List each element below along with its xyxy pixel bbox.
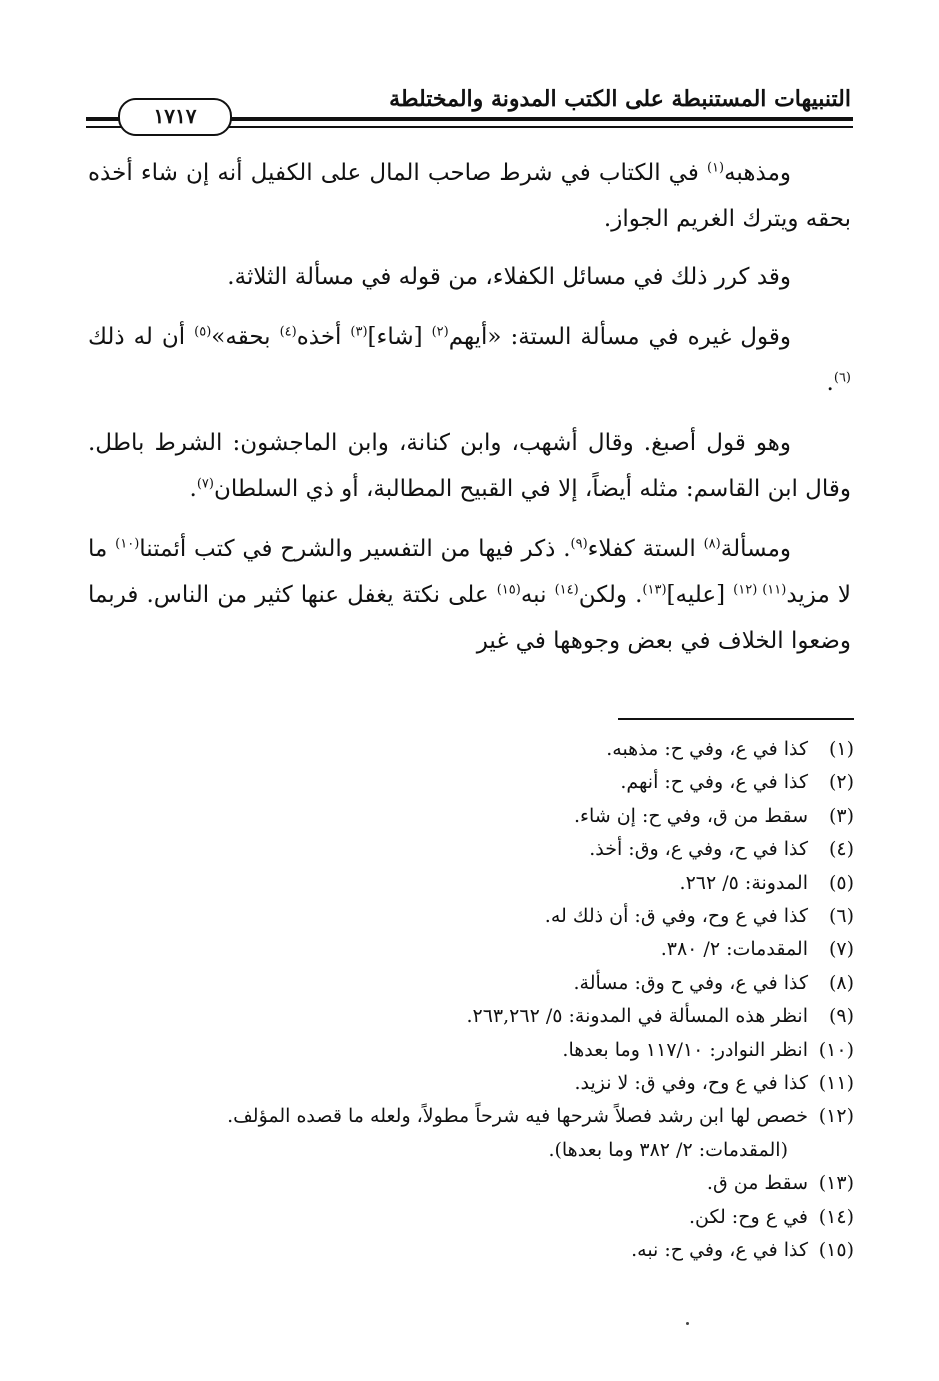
footnote-item	[84, 1034, 854, 1067]
footnote-ref: (١٥)	[496, 582, 521, 598]
footnote-number: (٩)	[828, 1005, 854, 1028]
footnote-ref: (١)	[706, 160, 725, 176]
paragraph-1: ومذهبه$^{(١)}$ في الكتاب في شرط صاحب المال على الكفيل أنه إن شاء أخذه بحقه ويترك الغريم الجواز.	[88, 160, 851, 232]
footnote-text: كذا في ح، وفي ع، وق: أخذ.	[589, 838, 808, 861]
footnote-item	[84, 967, 854, 1000]
footnote-text: خصص لها ابن رشد فصلاً شرحها فيه شرحاً مطولاً، ولعله ما قصده المؤلف.	[227, 1105, 808, 1128]
footnote-number: (١)	[828, 738, 854, 760]
scan-speck	[686, 1322, 689, 1325]
paragraph-4: وهو قول أصبغ. وقال أشهب، وابن كنانة، وابن الماجشون: الشرط باطل. وقال ابن القاسم: مثله أيضاً، إلا في القبيح المطالبة، أو ذي السلطان$^{(٧)}$.	[88, 430, 851, 502]
footnotes	[84, 733, 854, 1268]
paragraph-5: ومسألة$^{(٨)}$ الستة كفلاء$^{(٩)}$. ذكر فيها من التفسير والشرح في كتب أئمتنا$^{(١٠)}$ ما لا مزيد$^{(١١)}$ $^{(١٢)}$ [عليه]$^{(١٣)}$. ولكن$^{(١٤)}$ نبه$^{(١٥)}$ على نكتة يغفل عنها كثير من الناس. فربما وضعوا الخلاف في بعض وجوهها في غير	[88, 536, 851, 654]
footnote-number: (١٤)	[818, 1205, 854, 1228]
footnote-number: (٣)	[828, 804, 854, 827]
footnote-item	[84, 900, 854, 933]
footnote-item	[84, 1167, 854, 1200]
footnote-text: المقدمات: ٢/ ٣٨٠.	[660, 938, 808, 961]
footnote-number: (٦)	[828, 905, 854, 928]
footnote-ref: (١٣)	[642, 582, 667, 598]
footnote-ref: (١١)	[762, 582, 787, 598]
footnote-ref: (٢)	[431, 324, 449, 340]
footnote-ref: (١٢)	[733, 582, 763, 598]
footnote-item	[84, 1234, 854, 1267]
footnote-item	[84, 1000, 854, 1033]
footnote-number: (١٣)	[818, 1172, 854, 1195]
footnote-text: كذا في ع وح، وفي ق: أن ذلك له.	[544, 905, 808, 928]
page-number-badge: ١٧١٧	[118, 98, 232, 136]
footnote-number: (٧)	[828, 938, 854, 961]
footnote-item	[84, 733, 854, 766]
footnote-number: (٨)	[828, 971, 854, 994]
footnote-ref: (٩)	[570, 536, 588, 552]
footnote-text: انظر هذه المسألة في المدونة: ٥/ ٢٦٣,٢٦٢.	[466, 1005, 808, 1028]
footnote-item	[84, 1067, 854, 1100]
footnote-number: (٥)	[828, 871, 854, 894]
footnote-item	[84, 833, 854, 866]
footnote-item	[84, 867, 854, 900]
footnote-item	[84, 800, 854, 833]
footnote-number: (١٠)	[818, 1038, 854, 1061]
footnote-ref: (٥)	[194, 324, 212, 340]
footnote-number: (٤)	[828, 838, 854, 861]
footnote-text: سقط من ق، وفي ح: إن شاء.	[574, 804, 808, 827]
footnote-ref: (٦)	[833, 370, 851, 386]
footnote-item	[84, 766, 854, 799]
footnote-item	[84, 1201, 854, 1234]
footnote-number: (١٢)	[818, 1105, 854, 1128]
footnote-ref: (٧)	[196, 476, 214, 492]
footnote-text: كذا في ع وح، وفي ق: لا نزيد.	[574, 1072, 808, 1095]
footnote-text: انظر النوادر: ١١٧/١٠ وما بعدها.	[562, 1038, 808, 1061]
footnote-separator	[618, 718, 854, 720]
footnote-text: في ع وح: لكن.	[688, 1205, 808, 1228]
footnote-text: كذا في ع، وفي ح: مذهبه.	[606, 738, 808, 760]
footnote-number: (٢)	[828, 771, 854, 794]
footnote-text: كذا في ع، وفي ح: أنهم.	[620, 771, 808, 794]
main-text	[88, 150, 851, 678]
footnote-ref: (١٤)	[554, 582, 579, 598]
footnote-number: (١٥)	[818, 1239, 854, 1262]
footnote-continuation	[84, 1134, 854, 1167]
footnote-number: (١١)	[818, 1072, 854, 1095]
footnote-text: كذا في ع، وفي ح وق: مسألة.	[573, 971, 808, 994]
footnote-text: المدونة: ٥/ ٢٦٢.	[679, 871, 808, 894]
footnote-item	[84, 1100, 854, 1133]
footnote-text: (المقدمات: ٢/ ٣٨٢ وما بعدها).	[548, 1138, 788, 1161]
footnote-text: سقط من ق.	[706, 1172, 808, 1195]
paragraph-3: وقول غيره في مسألة الستة: «أيهم$^{(٢)}$ [شاء]$^{(٣)}$ أخذه$^{(٤)}$ بحقه»$^{(٥)}$ أن له ذلك $^{(٦)}$.	[88, 324, 851, 396]
paragraph-2: وقد كرر ذلك في مسائل الكفلاء، من قوله في مسألة الثلاثة.	[227, 264, 791, 290]
footnote-ref: (٣)	[350, 324, 368, 340]
footnote-ref: (٤)	[279, 324, 297, 340]
footnote-ref: (١٠)	[115, 536, 140, 552]
running-title: التنبيهات المستنبطة على الكتب المدونة والمختلطة	[389, 86, 851, 112]
footnote-text: كذا في ع، وفي ح: نبه.	[631, 1239, 808, 1262]
footnote-item	[84, 933, 854, 966]
footnote-ref: (٨)	[703, 536, 721, 552]
